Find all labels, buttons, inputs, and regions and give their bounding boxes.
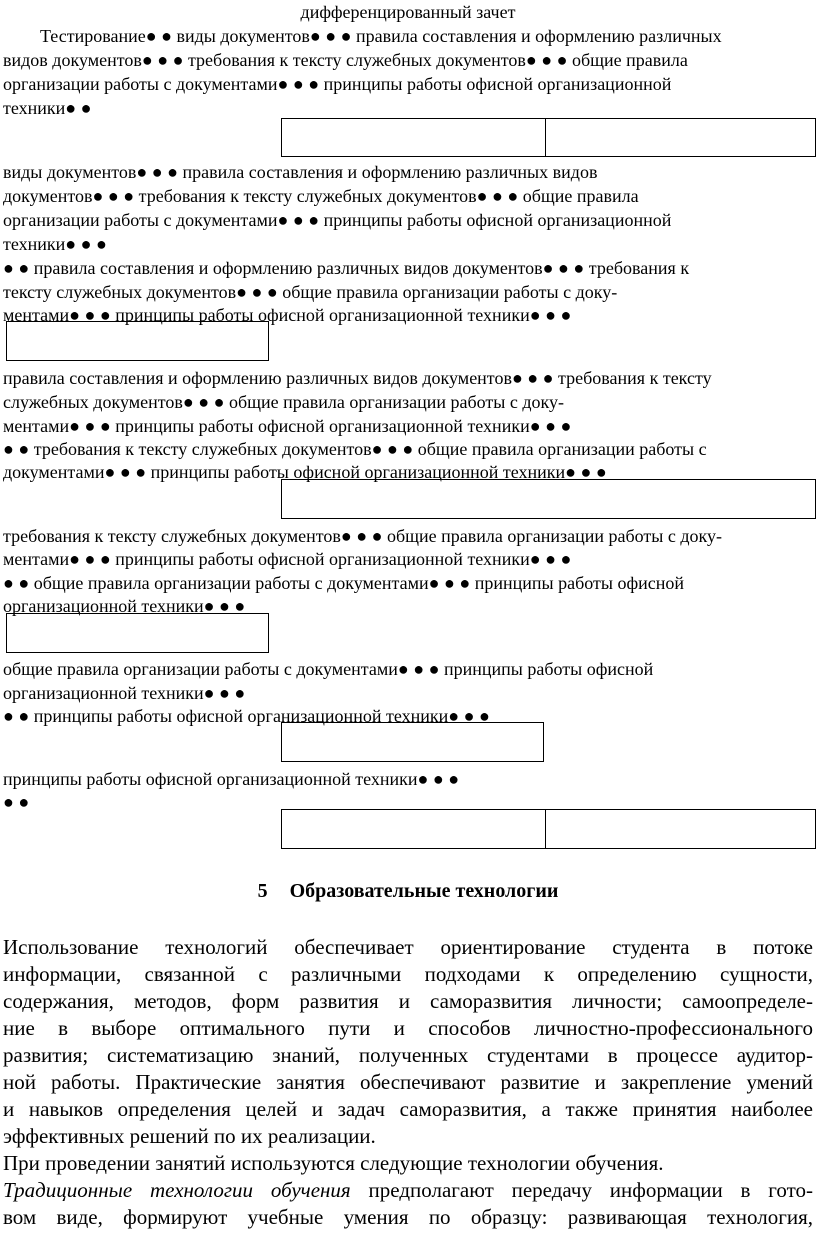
text-line: техники● ● ● xyxy=(3,234,107,254)
paragraph-line xyxy=(3,1177,813,1204)
box-divider xyxy=(545,119,546,156)
text-line: ● ● правила составления и оформлению различных видов документов● ● ● требования к xyxy=(3,258,690,278)
paragraph-line: ной работы. Практические занятия обеспечивают развитие и закрепление умений xyxy=(3,1070,813,1094)
body-text xyxy=(3,934,813,1231)
answer-box[interactable] xyxy=(281,809,816,849)
text-line: ● ● общие правила организации работы с документами● ● ● принципы работы офисной xyxy=(3,573,685,593)
header-line: дифференцированный зачет xyxy=(300,2,516,22)
paragraph-line: эффективных решений по их реализации. xyxy=(3,1124,376,1148)
text-line: служебных документов● ● ● общие правила организации работы с доку- xyxy=(3,392,564,412)
paragraph-line: развития; систематизацию знаний, полученных студентами в процессе аудитор- xyxy=(3,1043,813,1067)
text-line: тексту служебных документов● ● ● общие правила организации работы с доку- xyxy=(3,282,618,302)
text-line: Тестирование● ● виды документов● ● ● правила составления и оформлению различных xyxy=(40,26,722,46)
paragraph-line: При проведении занятий используются следующие технологии обучения. xyxy=(3,1151,664,1175)
paragraph-line: информации, связанной с различными подходами к определению сущности, xyxy=(3,962,813,986)
paragraph-line: вом виде, формируют учебные умения по образцу: развивающая технология, xyxy=(3,1205,813,1229)
section-heading xyxy=(0,880,816,903)
section-number: 5 xyxy=(257,880,268,902)
text-line: принципы работы офисной организационной техники● ● ● xyxy=(3,769,460,789)
answer-box[interactable] xyxy=(281,118,816,157)
text-line: правила составления и оформлению различных видов документов● ● ● требования к тексту xyxy=(3,368,712,388)
answer-box[interactable] xyxy=(281,479,816,519)
text-line: организационной техники● ● ● xyxy=(3,596,246,616)
section-title: Образовательные технологии xyxy=(289,880,559,902)
paragraph-line: содержания, методов, форм развития и саморазвития личности; самоопределе- xyxy=(3,989,813,1013)
text-line: ● ● xyxy=(3,792,30,812)
emphasis-text: Традиционные технологии обучения xyxy=(3,1178,351,1202)
answer-box[interactable] xyxy=(6,321,269,361)
text-line: требования к тексту служебных документов● ● ● общие правила организации работы с доку- xyxy=(3,526,723,546)
text-line: общие правила организации работы с документами● ● ● принципы работы офисной xyxy=(3,659,654,679)
text-line: организации работы с документами● ● ● принципы работы офисной организационной xyxy=(3,74,672,94)
text-line: документами● ● ● принципы работы офисной организационной техники● ● ● xyxy=(3,462,607,482)
text-line: ментами● ● ● принципы работы офисной организационной техники● ● ● xyxy=(3,549,572,569)
text-line: ● ● принципы работы офисной организационной техники● ● ● xyxy=(3,706,490,726)
paragraph-line: и навыков определения целей и задач саморазвития, а также принятия наиболее xyxy=(3,1097,813,1121)
box-divider xyxy=(545,810,546,848)
paragraph-text: предполагают передачу информации в гото- xyxy=(350,1178,813,1202)
text-line: виды документов● ● ● правила составления и оформлению различных видов xyxy=(3,162,598,182)
text-line: видов документов● ● ● требования к тексту служебных документов● ● ● общие правила xyxy=(3,50,688,70)
text-line: документов● ● ● требования к тексту служебных документов● ● ● общие правила xyxy=(3,186,639,206)
paragraph-line: Использование технологий обеспечивает ориентирование студента в потоке xyxy=(3,935,813,959)
answer-box[interactable] xyxy=(6,613,269,653)
text-line: техники● ● xyxy=(3,98,92,118)
text-line: организации работы с документами● ● ● принципы работы офисной организационной xyxy=(3,210,672,230)
answer-box[interactable] xyxy=(281,722,544,762)
text-line: ● ● требования к тексту служебных документов● ● ● общие правила организации работы с xyxy=(3,439,707,459)
text-line: ментами● ● ● принципы работы офисной организационной техники● ● ● xyxy=(3,305,572,325)
paragraph-line: ние в выборе оптимального пути и способов личностно-профессионального xyxy=(3,1016,813,1040)
text-line: ментами● ● ● принципы работы офисной организационной техники● ● ● xyxy=(3,416,572,436)
text-line: организационной техники● ● ● xyxy=(3,683,246,703)
